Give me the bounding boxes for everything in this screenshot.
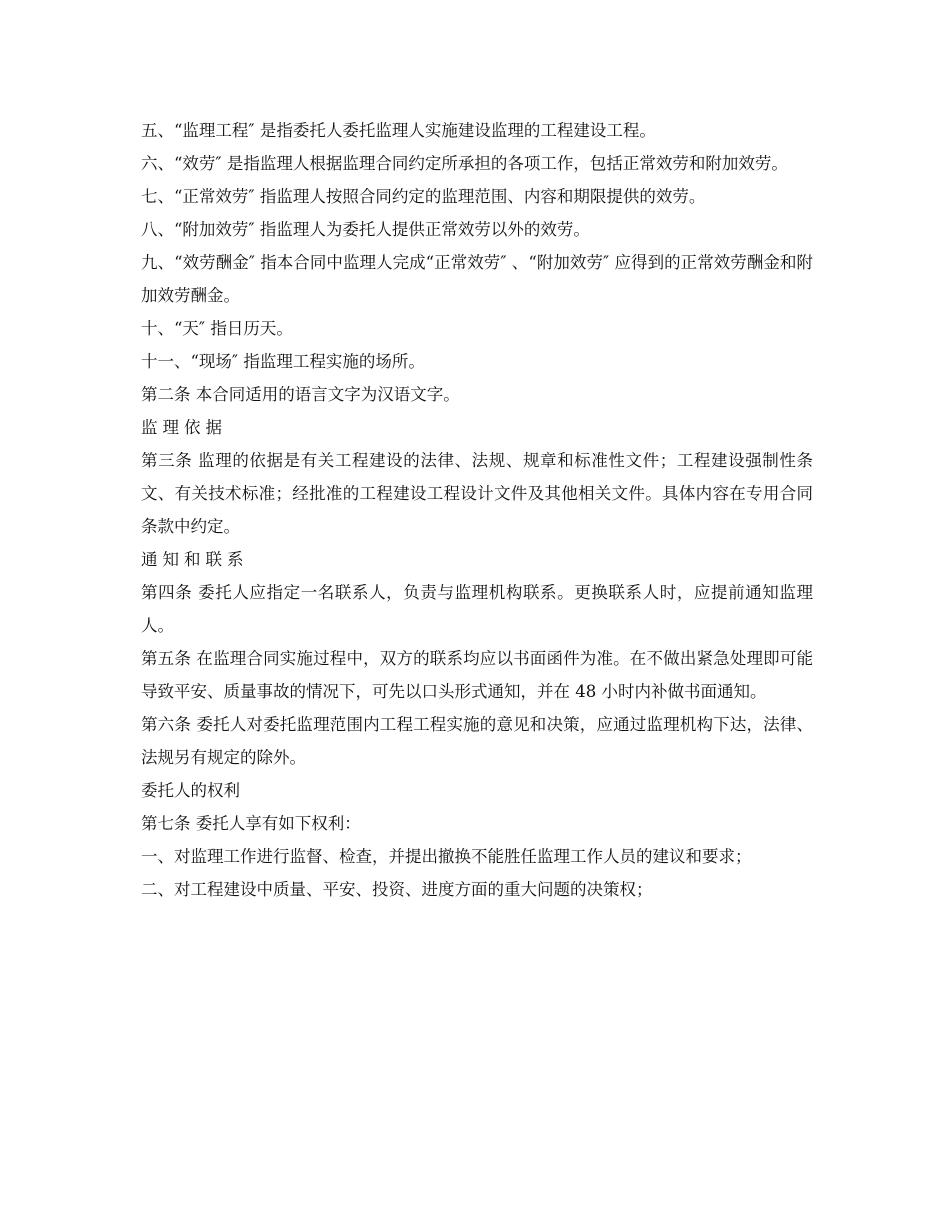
document-body [141,114,813,906]
section-heading-client-rights: 委托人的权利 [141,781,240,800]
paragraph-6-service: 六、“效劳″ 是指监理人根据监理合同约定所承担的各项工作，包括正常效劳和附加效劳。 [141,154,788,173]
paragraph-11-site: 十一、“现场″ 指监理工程实施的场所。 [141,352,425,371]
article-4-contact: 第四条 委托人应指定一名联系人，负责与监理机构联系。更换联系人时，应提前通知监理人。 [141,583,813,635]
article-6-decisions: 第六条 委托人对委托监理范围内工程工程实施的意见和决策，应通过监理机构下达，法律、法规另有规定的除外。 [141,715,813,767]
article-5-communication: 第五条 在监理合同实施过程中，双方的联系均应以书面函件为准。在不做出紧急处理即可能导致平安、质量事故的情况下，可先以口头形式通知，并在 48 小时内补做书面通知。 [141,649,813,701]
right-2-decision: 二、对工程建设中质量、平安、投资、进度方面的重大问题的决策权； [141,880,653,899]
paragraph-8-additional-service: 八、“附加效劳″ 指监理人为委托人提供正常效劳以外的效劳。 [141,220,590,239]
paragraph-10-day: 十、“天″ 指日历天。 [141,319,293,338]
section-heading-notice: 通知和联系 [141,550,249,569]
paragraph-7-normal-service: 七、“正常效劳″ 指监理人按照合同约定的监理范围、内容和期限提供的效劳。 [141,187,706,206]
article-7-rights: 第七条 委托人享有如下权利： [141,814,361,833]
paragraph-9-service-fee: 九、“效劳酬金″ 指本合同中监理人完成“正常效劳″ 、“附加效劳″ 应得到的正常效劳酬金和附加效劳酬金。 [141,253,813,305]
article-3-basis: 第三条 监理的依据是有关工程建设的法律、法规、规章和标准性文件；工程建设强制性条文、有关技术标准；经批准的工程建设工程设计文件及其他相关文件。具体内容在专用合同条款中约定。 [141,451,813,536]
article-2-language: 第二条 本合同适用的语言文字为汉语文字。 [141,385,460,404]
right-1-supervision: 一、对监理工作进行监督、检查，并提出撤换不能胜任监理工作人员的建议和要求； [141,847,752,866]
paragraph-5-project: 五、“监理工程″ 是指委托人委托监理人实施建设监理的工程建设工程。 [141,121,656,140]
section-heading-basis: 监理依据 [141,418,227,437]
